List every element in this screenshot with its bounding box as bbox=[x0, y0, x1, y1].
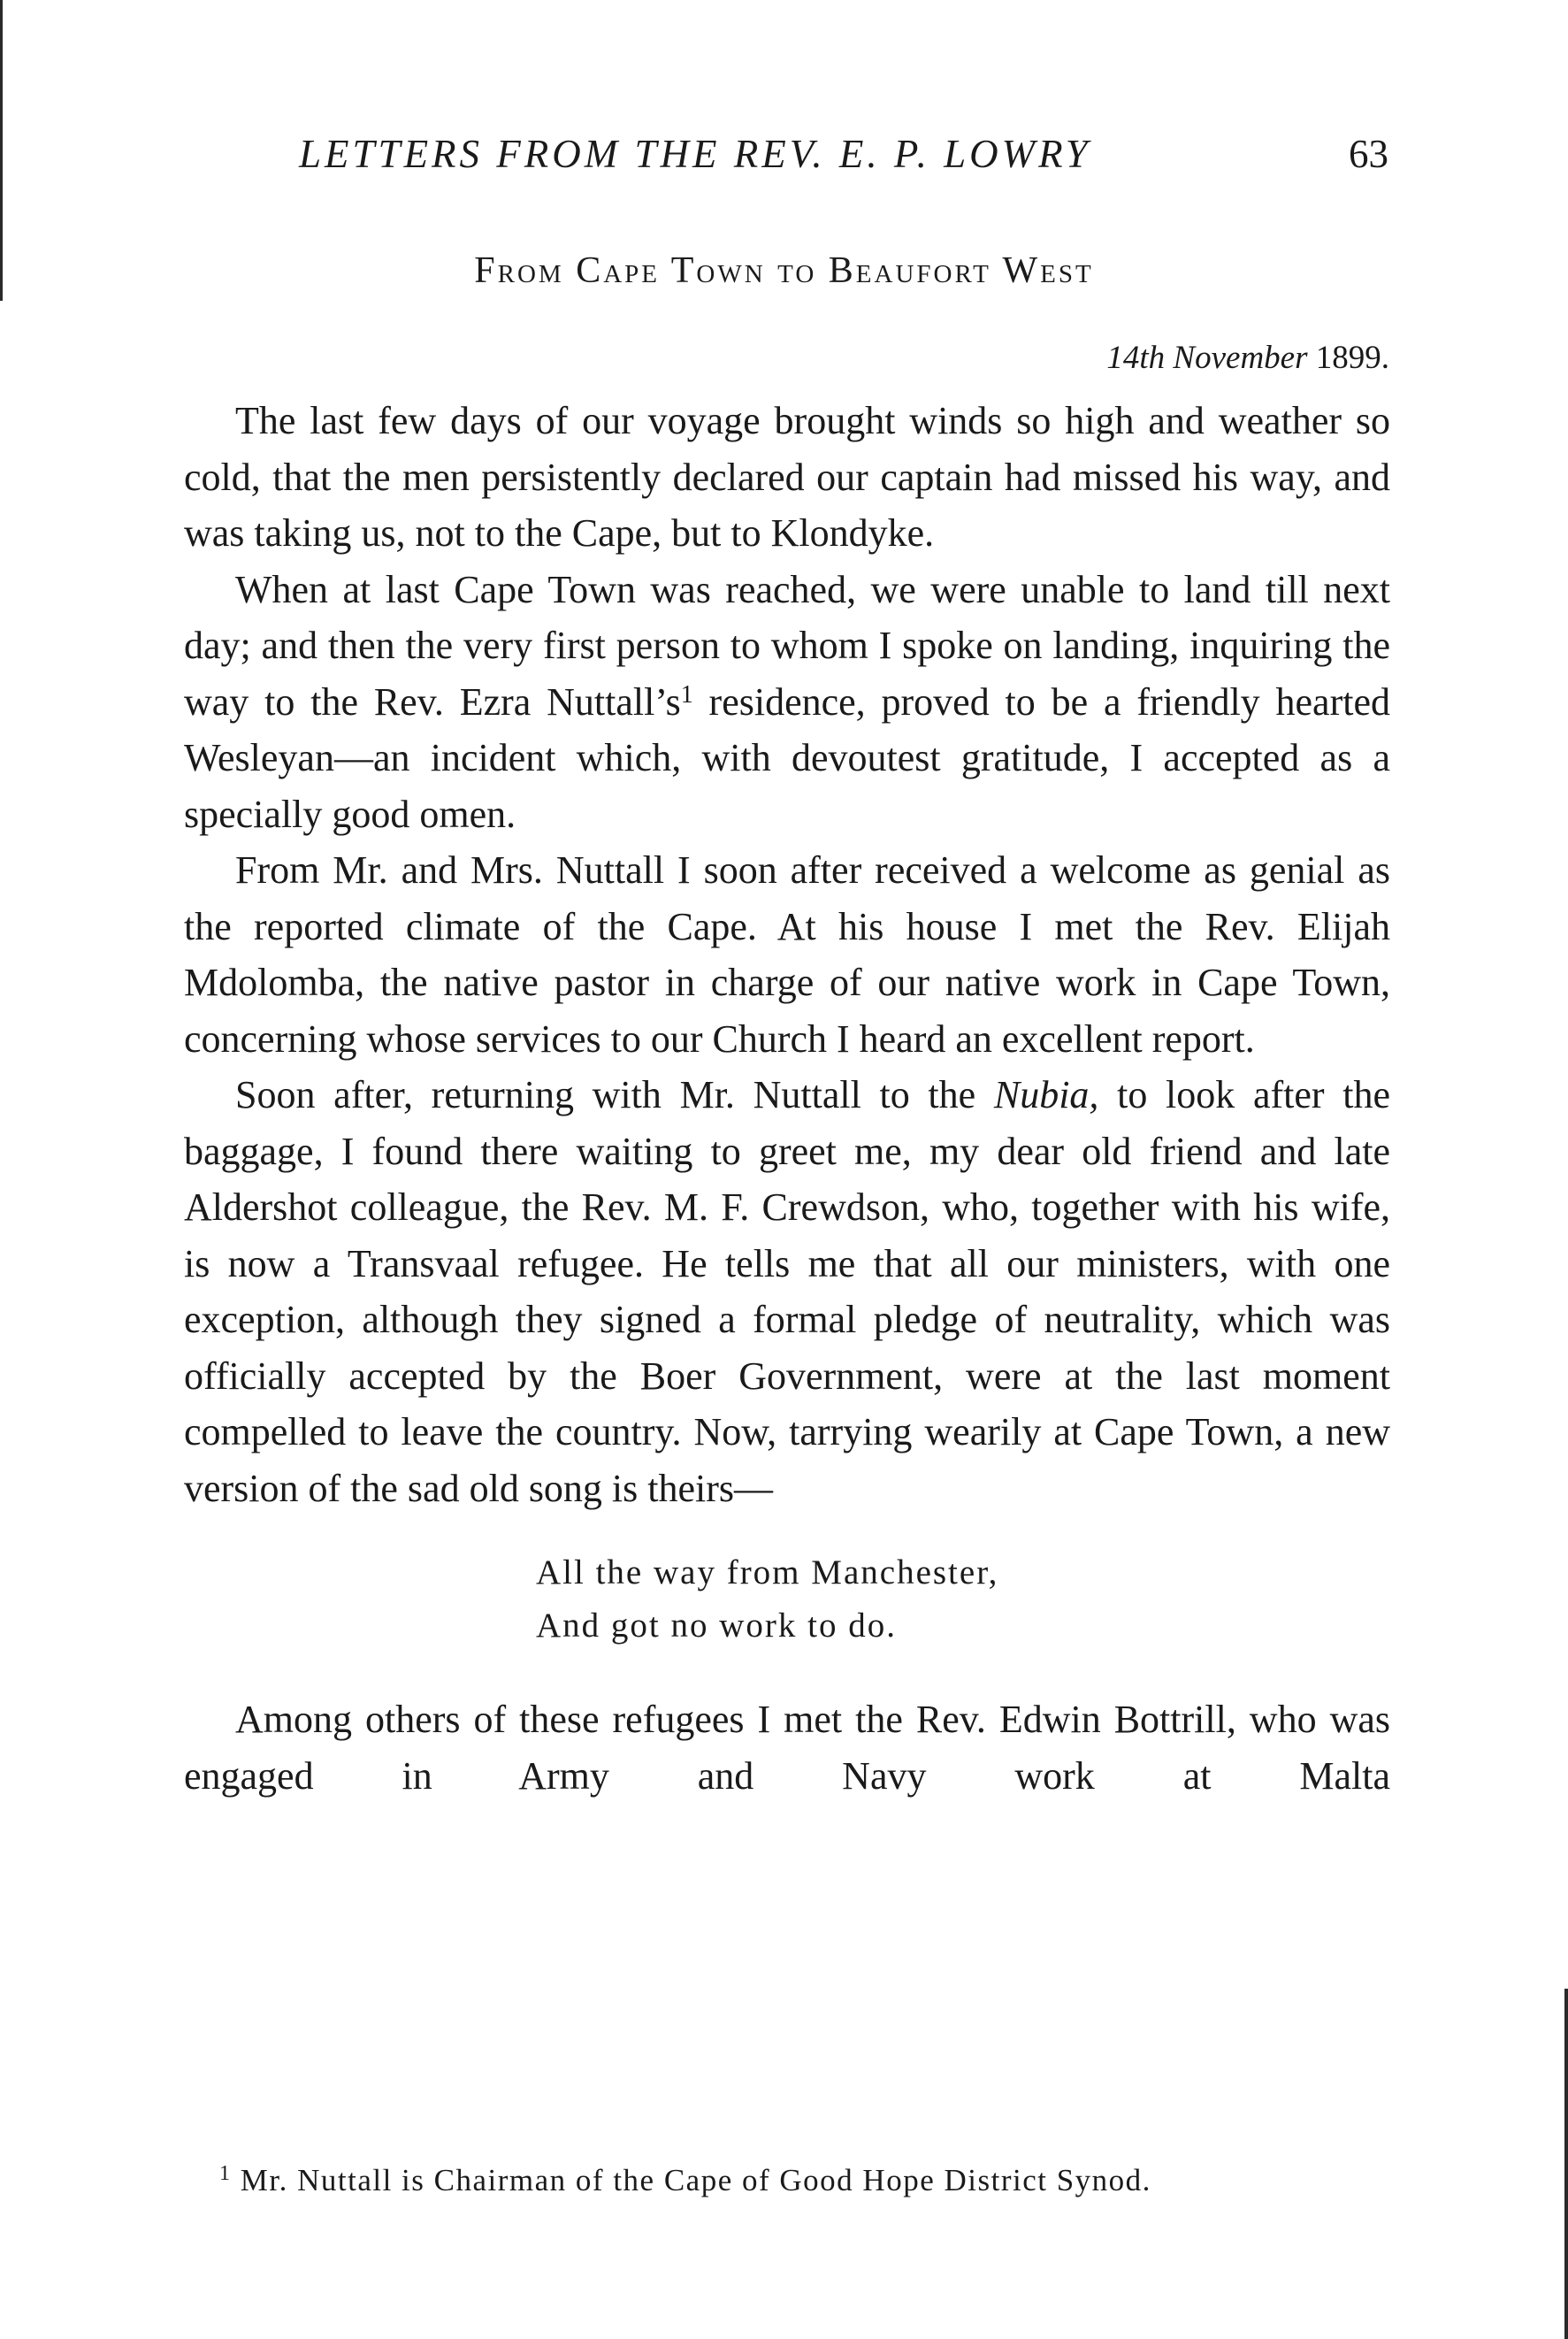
body-text bbox=[184, 393, 1390, 1804]
paragraph-crewdson bbox=[184, 1067, 1390, 1516]
scan-edge-right bbox=[1564, 1989, 1568, 2339]
footnote-reference: 1 bbox=[680, 680, 693, 709]
letter-date bbox=[1106, 339, 1389, 377]
paragraph-arrival-text-1: When at last Cape Town was reached, we were unable to land till next day; and then the very first person to whom I spoke on landing, inquiring the way to the Rev. Ezra Nuttall’s bbox=[184, 567, 1390, 724]
section-heading: From Cape Town to Beaufort West bbox=[474, 250, 1094, 291]
footnote-marker: 1 bbox=[219, 2162, 232, 2185]
footnote-text: Mr. Nuttall is Chairman of the Cape of Good Hope District Synod. bbox=[231, 2163, 1151, 2197]
paragraph-arrival-text-2: residence, proved to be a friendly hearted Wesleyan—an incident which, with devoutest gratitude, I accepted as a specially good omen. bbox=[184, 679, 1390, 836]
date-year: 1899. bbox=[1315, 340, 1389, 376]
date-day: 14th bbox=[1106, 340, 1166, 376]
paragraph-crewdson-text-2: to look after the baggage, I found there waiting to greet me, my dear old friend and late Aldershot colleague, the Rev. M. F. Crewdson, who, together with his wife, is now a Transvaal refugee. He tells me that all our ministers, with one exception, although they signed a formal pledge of neutrality, which was officially accepted by the Boer Government, were at the last moment compelled to leave the country. Now, tarrying wearily at Cape Town, a new version of the sad old song is theirs— bbox=[184, 1073, 1390, 1510]
paragraph-nuttall: From Mr. and Mrs. Nuttall I soon after received a welcome as genial as the reported climate of the Cape. At his house I met the Rev. Elijah Mdolomba, the native pastor in charge of our native work in Cape Town, concerning whose services to our Church I heard an excellent report. bbox=[184, 848, 1390, 1061]
running-head-title: LETTERS FROM THE REV. E. P. LOWRY bbox=[299, 132, 1091, 176]
paragraph-arrival bbox=[184, 562, 1390, 843]
verse-line: All the way from Manchester, bbox=[536, 1553, 999, 1591]
paragraph-voyage: The last few days of our voyage brought winds so high and weather so cold, that the men persistently declared our captain had missed his way, and was taking us, not to the Cape, but to Klondyke. bbox=[184, 399, 1390, 555]
page-number: 63 bbox=[1349, 132, 1388, 176]
footnote bbox=[219, 2160, 1390, 2201]
ship-name: Nubia, bbox=[993, 1073, 1099, 1116]
date-month: November bbox=[1173, 340, 1308, 376]
running-head bbox=[186, 131, 1388, 184]
paragraph-crewdson-text-1: Soon after, returning with Mr. Nuttall to the bbox=[235, 1073, 994, 1116]
paragraph-bottrill: Among others of these refugees I met the Rev. Edwin Bottrill, who was engaged in Army and Navy work at Malta bbox=[184, 1698, 1390, 1798]
song-quotation bbox=[184, 1546, 1390, 1653]
verse-line: And got no work to do. bbox=[536, 1607, 897, 1645]
